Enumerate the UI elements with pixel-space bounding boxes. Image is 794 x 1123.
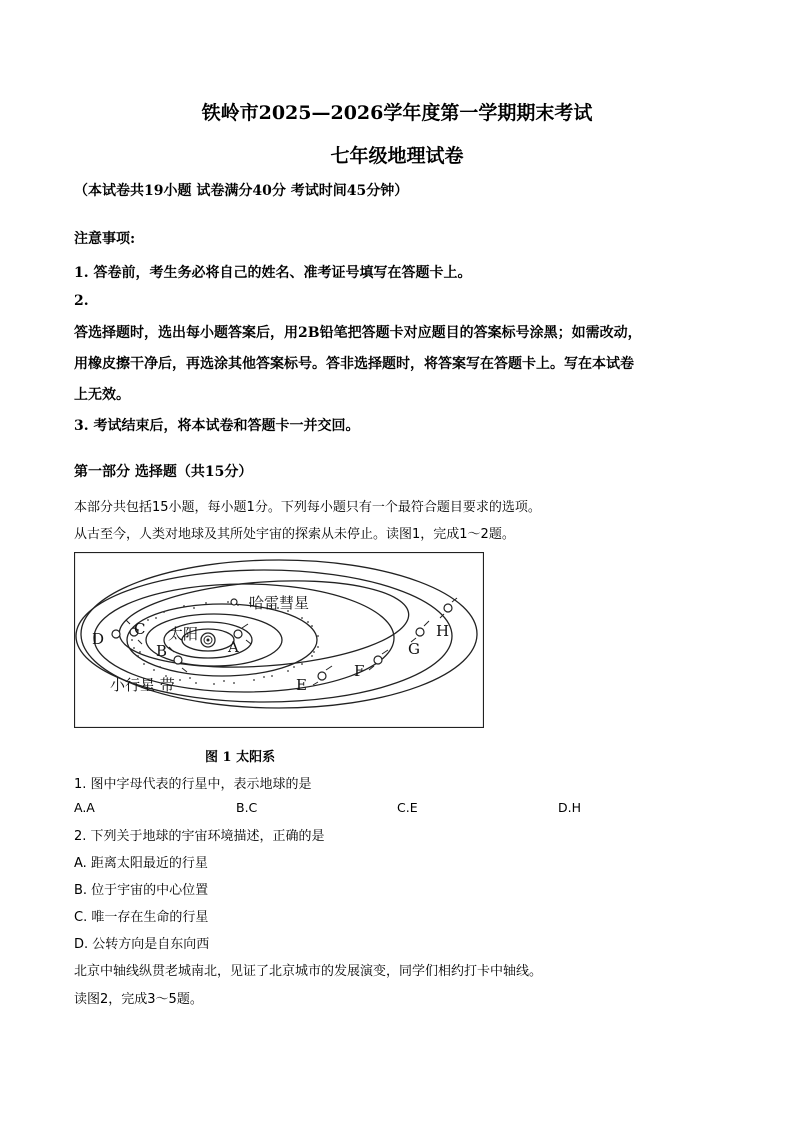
figure1-caption: 图 1 太阳系 [205, 750, 276, 765]
planet-h-marker [444, 604, 452, 612]
planet-g-marker [416, 628, 424, 636]
label-a: A [228, 638, 239, 656]
q2-stem: 2. 下列关于地球的宇宙环境描述，正确的是 [74, 829, 325, 844]
part1-context: 从古至今，人类对地球及其所处宇宙的探索从未停止。读图1，完成1～2题。 [74, 527, 515, 542]
label-c: C [134, 620, 146, 638]
part1-intro: 本部分共包括15小题，每小题1分。下列每小题只有一个最符合题目要求的选项。 [74, 500, 541, 515]
q2-option-b[interactable]: B. 位于宇宙的中心位置 [74, 883, 209, 898]
planet-d-marker [112, 630, 120, 638]
notice-item-2-number: 2. [74, 293, 89, 309]
solar-system-figure [74, 552, 484, 728]
notice-item-2-line3: 上无效。 [74, 387, 130, 403]
asteroid-belt-label: 小行星 带 [110, 676, 175, 694]
q2-option-d[interactable]: D. 公转方向是自东向西 [74, 937, 210, 952]
exam-info: （本试卷共19小题 试卷满分40分 考试时间45分钟） [74, 183, 409, 199]
part1-heading: 第一部分 选择题（共15分） [74, 464, 253, 480]
label-f: F [354, 662, 365, 680]
planet-a-marker [234, 630, 242, 638]
notice-item-1: 1. 答卷前，考生务必将自己的姓名、准考证号填写在答题卡上。 [74, 265, 472, 281]
solar-system-diagram [74, 552, 484, 728]
notice-item-2-line2: 用橡皮擦干净后，再选涂其他答案标号。答非选择题时，将答案写在答题卡上。写在本试卷 [74, 356, 634, 372]
q3-5-instruction: 读图2，完成3～5题。 [74, 992, 203, 1007]
q1-option-c[interactable]: C.E [397, 800, 418, 815]
q2-option-c[interactable]: C. 唯一存在生命的行星 [74, 910, 209, 925]
q2-option-a[interactable]: A. 距离太阳最近的行星 [74, 856, 208, 871]
label-h: H [436, 622, 450, 640]
notice-item-3: 3. 考试结束后，将本试卷和答题卡一并交回。 [74, 418, 360, 434]
sun-label: 太阳 [168, 625, 199, 643]
label-b: B [156, 642, 168, 660]
q1-option-a[interactable]: A.A [74, 800, 95, 815]
comet-label: 哈雷彗星 [249, 594, 310, 612]
label-e: E [296, 676, 307, 694]
q1-stem: 1. 图中字母代表的行星中，表示地球的是 [74, 777, 312, 792]
exam-subtitle: 七年级地理试卷 [330, 145, 464, 167]
notice-item-2-line1: 答选择题时，选出每小题答案后，用2B铅笔把答题卡对应题目的答案标号涂黑；如需改动， [74, 325, 642, 341]
label-g: G [408, 640, 420, 658]
notice-heading: 注意事项: [74, 231, 136, 247]
q1-option-b[interactable]: B.C [236, 800, 258, 815]
exam-title: 铁岭市2025—2026学年度第一学期期末考试 [201, 102, 593, 124]
label-d: D [92, 630, 105, 648]
comet-marker [231, 599, 237, 605]
planet-b-marker [174, 656, 182, 664]
q3-5-context: 北京中轴线纵贯老城南北，见证了北京城市的发展演变，同学们相约打卡中轴线。 [74, 964, 543, 979]
q1-option-d[interactable]: D.H [558, 800, 581, 815]
planet-f-marker [374, 656, 382, 664]
planet-e-marker [318, 672, 326, 680]
